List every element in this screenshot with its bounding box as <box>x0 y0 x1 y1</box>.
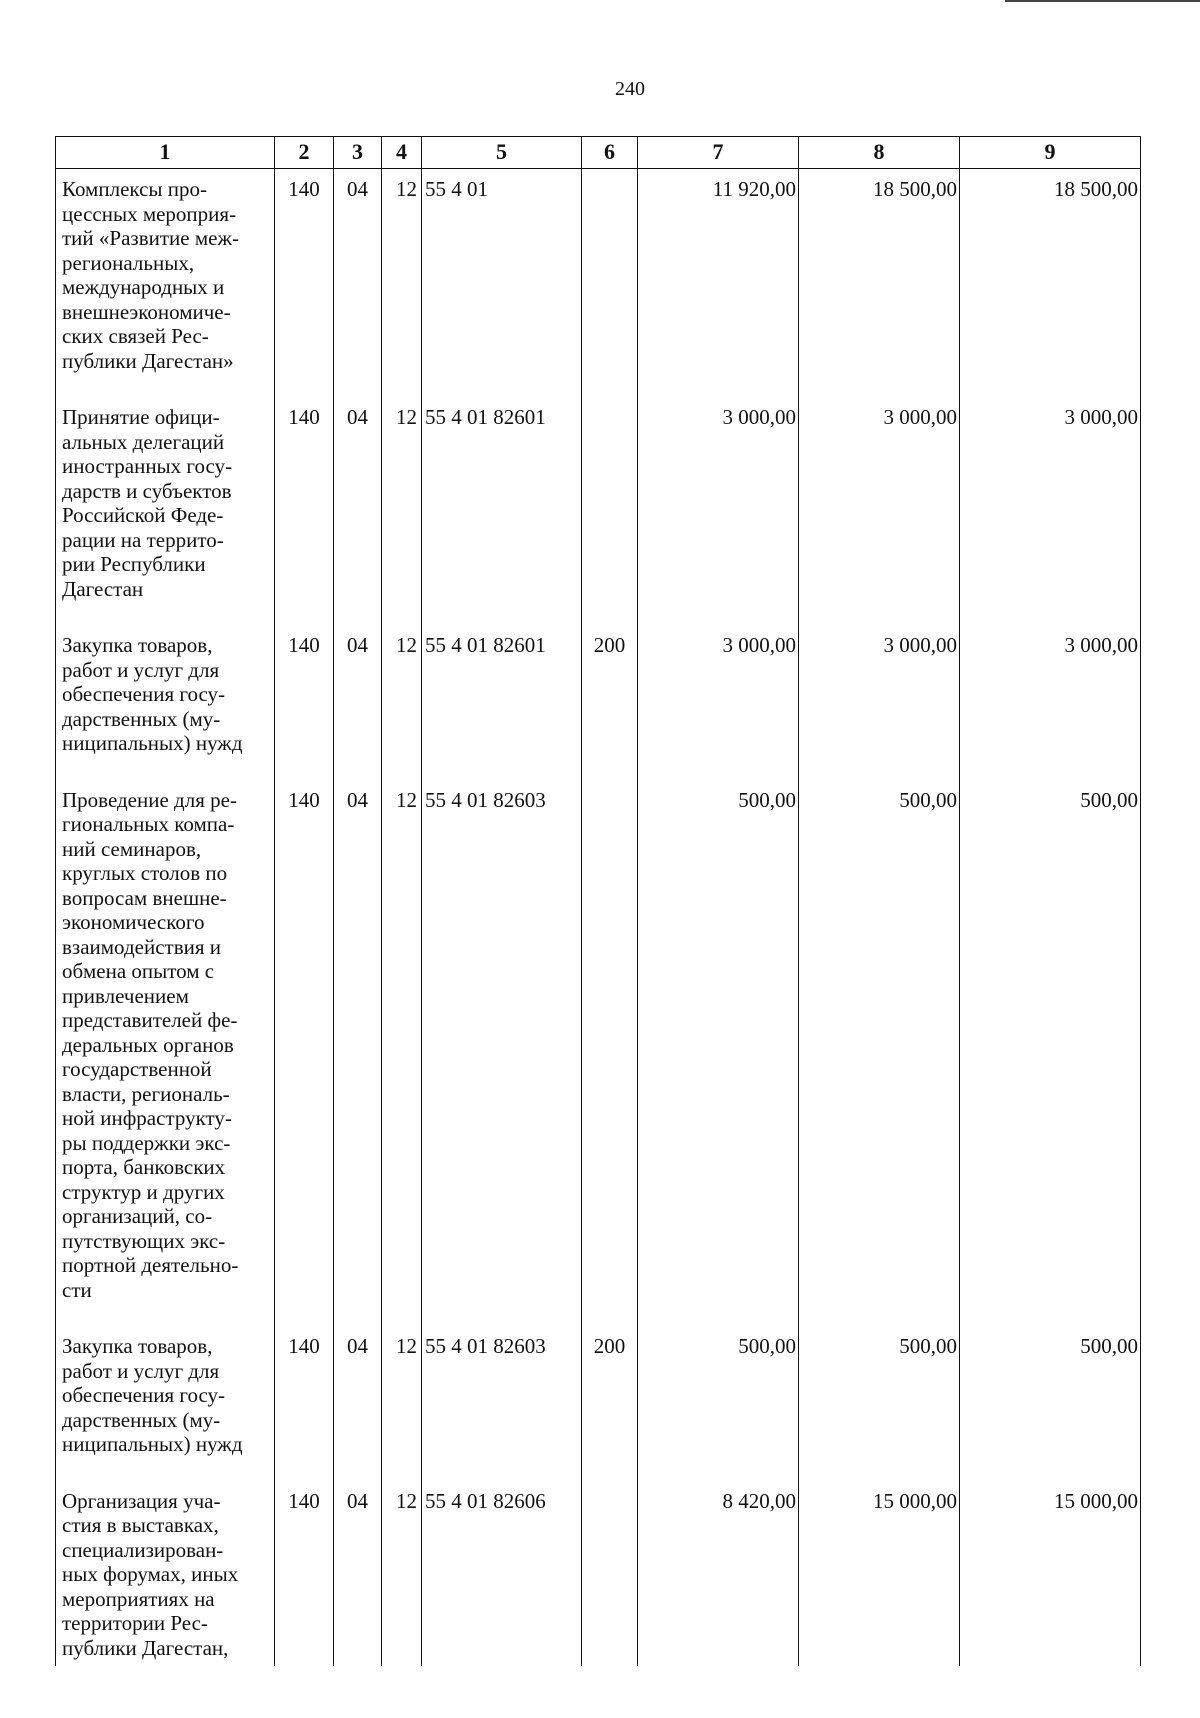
row-name-cell <box>56 397 275 625</box>
scan-top-rule <box>1005 0 1200 2</box>
cell-col-7: 500,00 <box>638 780 799 1327</box>
table-row <box>56 169 1141 398</box>
header-cell-5: 5 <box>422 137 582 169</box>
cell-col-7: 8 420,00 <box>638 1481 799 1667</box>
cell-col-7: 500,00 <box>638 1326 799 1481</box>
row-name-cell <box>56 169 275 398</box>
cell-col-5: 55 4 01 82603 <box>422 1326 582 1481</box>
cell-col-8: 15 000,00 <box>799 1481 960 1667</box>
cell-col-9: 3 000,00 <box>960 625 1141 780</box>
table-row <box>56 397 1141 625</box>
row-name-cell <box>56 780 275 1327</box>
table-row <box>56 780 1141 1327</box>
row-name-text: Комплексы про- цессных мероприя- тий «Развитие меж- региональных, международных и внешнеэкономиче- ских связей Рес- публики Дагестан» <box>62 177 239 373</box>
row-name-cell <box>56 1326 275 1481</box>
header-cell-3: 3 <box>334 137 382 169</box>
cell-col-7: 11 920,00 <box>638 169 799 398</box>
table-row <box>56 1481 1141 1667</box>
cell-col-4: 12 <box>382 169 422 398</box>
cell-col-9: 15 000,00 <box>960 1481 1141 1667</box>
cell-col-4: 12 <box>382 780 422 1327</box>
cell-col-9: 500,00 <box>960 1326 1141 1481</box>
cell-col-6 <box>582 169 638 398</box>
cell-col-7: 3 000,00 <box>638 625 799 780</box>
cell-col-8: 500,00 <box>799 1326 960 1481</box>
cell-col-2: 140 <box>275 397 334 625</box>
cell-col-9: 18 500,00 <box>960 169 1141 398</box>
cell-col-3: 04 <box>334 625 382 780</box>
cell-col-2: 140 <box>275 780 334 1327</box>
cell-col-6: 200 <box>582 625 638 780</box>
header-cell-9: 9 <box>960 137 1141 169</box>
header-cell-4: 4 <box>382 137 422 169</box>
cell-col-6: 200 <box>582 1326 638 1481</box>
cell-col-4: 12 <box>382 625 422 780</box>
cell-col-2: 140 <box>275 1481 334 1667</box>
cell-col-4: 12 <box>382 1326 422 1481</box>
cell-col-5: 55 4 01 82601 <box>422 625 582 780</box>
header-cell-1: 1 <box>56 137 275 169</box>
page-number: 240 <box>615 78 645 100</box>
cell-col-2: 140 <box>275 1326 334 1481</box>
cell-col-9: 3 000,00 <box>960 397 1141 625</box>
row-name-text: Организация уча- стия в выставках, специализирован- ных форумах, иных мероприятиях на территории Рес- публики Дагестан, <box>62 1488 239 1660</box>
budget-table <box>55 136 1141 1666</box>
table-header-row <box>56 137 1141 169</box>
row-name-text: Принятие офици- альных делегаций иностранных госу- дарств и субъектов Российской Феде- рации на террито- рии Республики Дагестан <box>62 405 233 601</box>
cell-col-6 <box>582 397 638 625</box>
cell-col-5: 55 4 01 82606 <box>422 1481 582 1667</box>
cell-col-5: 55 4 01 82601 <box>422 397 582 625</box>
row-name-text: Закупка товаров, работ и услуг для обеспечения госу- дарственных (му- ниципальных) нужд <box>62 633 243 755</box>
table-row <box>56 625 1141 780</box>
header-cell-6: 6 <box>582 137 638 169</box>
cell-col-2: 140 <box>275 169 334 398</box>
cell-col-3: 04 <box>334 780 382 1327</box>
cell-col-5: 55 4 01 <box>422 169 582 398</box>
cell-col-9: 500,00 <box>960 780 1141 1327</box>
cell-col-3: 04 <box>334 397 382 625</box>
row-name-text: Проведение для ре- гиональных компа- ний семинаров, круглых столов по вопросам внешне- экономического взаимодействия и обмена опытом с привлечением представителей фе- деральных органов государственной власти, региональ- ной инфраструкту- ры поддержки экс- порта, банковских структур и других организаций, со- путствующих экс- портной деятельно- сти <box>62 787 239 1302</box>
header-cell-8: 8 <box>799 137 960 169</box>
cell-col-3: 04 <box>334 1481 382 1667</box>
cell-col-8: 3 000,00 <box>799 625 960 780</box>
cell-col-3: 04 <box>334 1326 382 1481</box>
header-cell-2: 2 <box>275 137 334 169</box>
cell-col-7: 3 000,00 <box>638 397 799 625</box>
cell-col-8: 3 000,00 <box>799 397 960 625</box>
cell-col-3: 04 <box>334 169 382 398</box>
cell-col-8: 18 500,00 <box>799 169 960 398</box>
row-name-cell <box>56 625 275 780</box>
cell-col-6 <box>582 1481 638 1667</box>
cell-col-2: 140 <box>275 625 334 780</box>
cell-col-4: 12 <box>382 397 422 625</box>
row-name-cell <box>56 1481 275 1667</box>
header-cell-7: 7 <box>638 137 799 169</box>
cell-col-4: 12 <box>382 1481 422 1667</box>
cell-col-8: 500,00 <box>799 780 960 1327</box>
row-name-text: Закупка товаров, работ и услуг для обеспечения госу- дарственных (му- ниципальных) нужд <box>62 1334 243 1456</box>
cell-col-5: 55 4 01 82603 <box>422 780 582 1327</box>
table-row <box>56 1326 1141 1481</box>
cell-col-6 <box>582 780 638 1327</box>
